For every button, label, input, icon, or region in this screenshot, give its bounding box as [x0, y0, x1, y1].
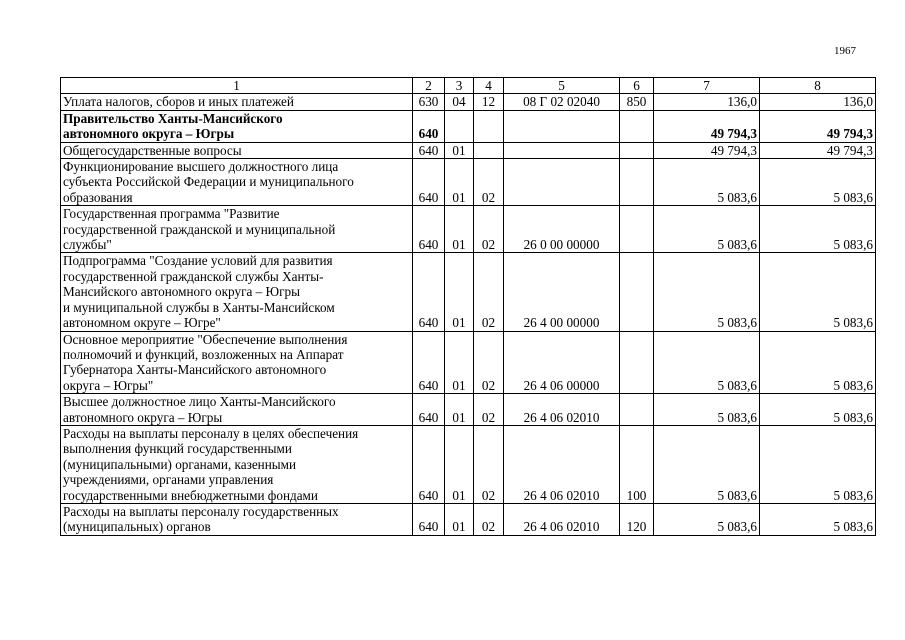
column-header: 5: [504, 78, 620, 94]
budget-table: [60, 77, 876, 536]
amount-col8-cell: 5 083,6: [760, 206, 876, 253]
section-code-cell: 01: [445, 142, 474, 158]
expense-type-cell: [620, 206, 654, 253]
item-name-cell: Правительство Ханты-Мансийского автономного округа – Югры: [61, 110, 413, 142]
amount-col8-cell: 136,0: [760, 94, 876, 110]
item-name-cell: Расходы на выплаты персоналу в целях обеспечения выполнения функций государственными (муниципальными) органами, казенными учреждениями, органами управления государственными внебюджетными фондами: [61, 425, 413, 503]
amount-col8-cell: 5 083,6: [760, 503, 876, 535]
amount-col8-cell: 5 083,6: [760, 253, 876, 331]
item-name-cell: Расходы на выплаты персоналу государственных (муниципальных) органов: [61, 503, 413, 535]
amount-col7-cell: 5 083,6: [654, 206, 760, 253]
table-row: [61, 425, 876, 503]
ministry-code-cell: 640: [413, 331, 445, 394]
amount-col7-cell: 49 794,3: [654, 110, 760, 142]
item-name-cell: Уплата налогов, сборов и иных платежей: [61, 94, 413, 110]
amount-col7-cell: 5 083,6: [654, 425, 760, 503]
subsection-code-cell: 02: [474, 503, 504, 535]
amount-col8-cell: 5 083,6: [760, 394, 876, 426]
subsection-code-cell: [474, 110, 504, 142]
table-row: [61, 331, 876, 394]
table-row: [61, 94, 876, 110]
amount-col8-cell: 49 794,3: [760, 110, 876, 142]
item-name-cell: Общегосударственные вопросы: [61, 142, 413, 158]
section-code-cell: 01: [445, 425, 474, 503]
subsection-code-cell: 12: [474, 94, 504, 110]
column-header: 3: [445, 78, 474, 94]
expense-type-cell: [620, 394, 654, 426]
ministry-code-cell: 640: [413, 394, 445, 426]
target-item-cell: 26 4 06 00000: [504, 331, 620, 394]
expense-type-cell: [620, 142, 654, 158]
item-name-cell: Основное мероприятие "Обеспечение выполнения полномочий и функций, возложенных на Аппарат Губернатора Ханты-Мансийского автономного округа – Югры": [61, 331, 413, 394]
ministry-code-cell: 640: [413, 142, 445, 158]
amount-col8-cell: 49 794,3: [760, 142, 876, 158]
section-code-cell: 04: [445, 94, 474, 110]
expense-type-cell: [620, 331, 654, 394]
section-code-cell: 01: [445, 394, 474, 426]
amount-col8-cell: 5 083,6: [760, 159, 876, 206]
table-row: [61, 110, 876, 142]
target-item-cell: [504, 159, 620, 206]
amount-col7-cell: 5 083,6: [654, 159, 760, 206]
amount-col7-cell: 5 083,6: [654, 394, 760, 426]
amount-col7-cell: 5 083,6: [654, 331, 760, 394]
section-code-cell: 01: [445, 159, 474, 206]
amount-col8-cell: 5 083,6: [760, 425, 876, 503]
expense-type-cell: [620, 253, 654, 331]
section-code-cell: 01: [445, 206, 474, 253]
subsection-code-cell: 02: [474, 206, 504, 253]
ministry-code-cell: 640: [413, 110, 445, 142]
item-name-cell: Государственная программа "Развитие государственной гражданской и муниципальной службы": [61, 206, 413, 253]
column-header: 2: [413, 78, 445, 94]
expense-type-cell: [620, 110, 654, 142]
page-number: 1967: [834, 45, 856, 57]
table-row: [61, 142, 876, 158]
table-row: [61, 253, 876, 331]
subsection-code-cell: 02: [474, 253, 504, 331]
ministry-code-cell: 640: [413, 159, 445, 206]
item-name-cell: Подпрограмма "Создание условий для развития государственной гражданской службы Ханты- Мансийского автономного округа – Югры и муниципальной службы в Ханты-Мансийском автономном округе – Югре": [61, 253, 413, 331]
item-name-cell: Функционирование высшего должностного лица субъекта Российской Федерации и муниципального образования: [61, 159, 413, 206]
subsection-code-cell: 02: [474, 159, 504, 206]
target-item-cell: 26 4 06 02010: [504, 503, 620, 535]
ministry-code-cell: 640: [413, 206, 445, 253]
amount-col7-cell: 5 083,6: [654, 503, 760, 535]
subsection-code-cell: 02: [474, 394, 504, 426]
ministry-code-cell: 640: [413, 253, 445, 331]
amount-col7-cell: 136,0: [654, 94, 760, 110]
expense-type-cell: [620, 159, 654, 206]
column-header: 6: [620, 78, 654, 94]
ministry-code-cell: 640: [413, 503, 445, 535]
header-row: [61, 78, 876, 94]
subsection-code-cell: 02: [474, 425, 504, 503]
expense-type-cell: 120: [620, 503, 654, 535]
section-code-cell: 01: [445, 331, 474, 394]
amount-col7-cell: 5 083,6: [654, 253, 760, 331]
section-code-cell: [445, 110, 474, 142]
expense-type-cell: 100: [620, 425, 654, 503]
table-row: [61, 206, 876, 253]
section-code-cell: 01: [445, 503, 474, 535]
column-header: 8: [760, 78, 876, 94]
target-item-cell: 08 Г 02 02040: [504, 94, 620, 110]
item-name-cell: Высшее должностное лицо Ханты-Мансийского автономного округа – Югры: [61, 394, 413, 426]
amount-col7-cell: 49 794,3: [654, 142, 760, 158]
amount-col8-cell: 5 083,6: [760, 331, 876, 394]
ministry-code-cell: 640: [413, 425, 445, 503]
section-code-cell: 01: [445, 253, 474, 331]
target-item-cell: 26 4 00 00000: [504, 253, 620, 331]
ministry-code-cell: 630: [413, 94, 445, 110]
expense-type-cell: 850: [620, 94, 654, 110]
subsection-code-cell: 02: [474, 331, 504, 394]
column-header: 1: [61, 78, 413, 94]
table-row: [61, 503, 876, 535]
target-item-cell: [504, 142, 620, 158]
target-item-cell: 26 0 00 00000: [504, 206, 620, 253]
table-row: [61, 394, 876, 426]
target-item-cell: 26 4 06 02010: [504, 425, 620, 503]
target-item-cell: 26 4 06 02010: [504, 394, 620, 426]
column-header: 4: [474, 78, 504, 94]
column-header: 7: [654, 78, 760, 94]
target-item-cell: [504, 110, 620, 142]
subsection-code-cell: [474, 142, 504, 158]
table-row: [61, 159, 876, 206]
